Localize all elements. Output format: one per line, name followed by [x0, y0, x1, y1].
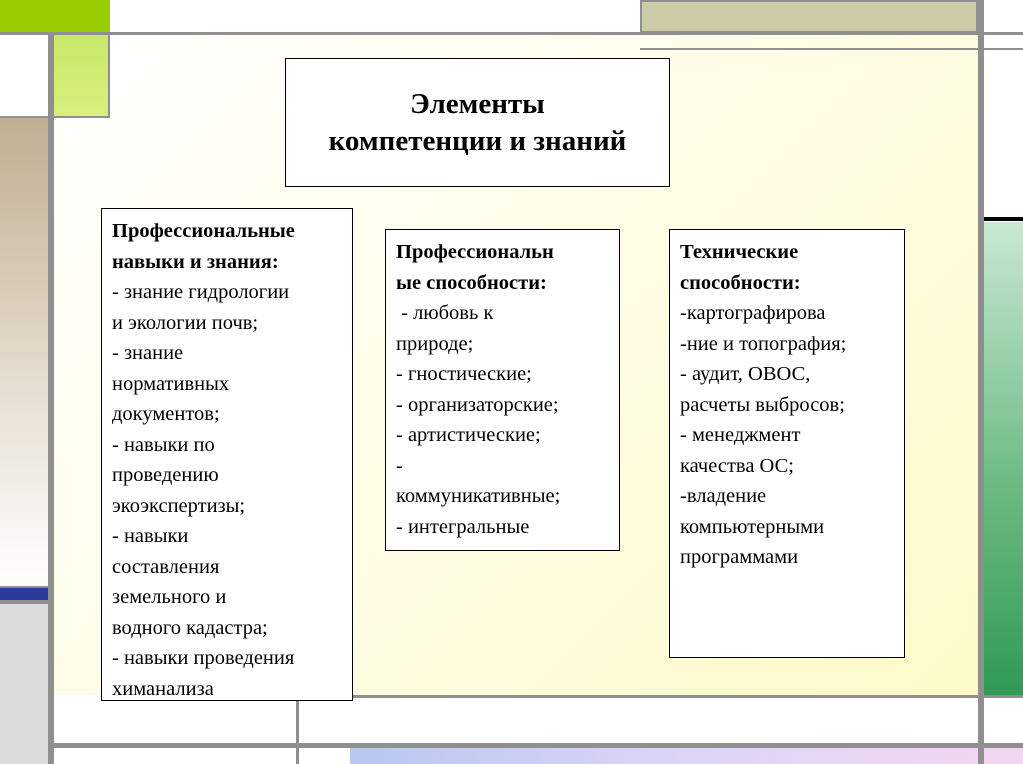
- left-grey-block: [0, 604, 48, 764]
- list-item: -владение: [680, 485, 767, 507]
- right-green-block: [984, 222, 1023, 696]
- frame-line-top-right: [640, 48, 1023, 50]
- list-item: - навыки: [112, 525, 189, 547]
- list-item: качества ОС;: [680, 454, 794, 477]
- frame-line-left-mid: [0, 586, 48, 588]
- box-heading-line: Профессиональн: [396, 241, 554, 263]
- list-item: - артистические;: [396, 424, 541, 446]
- list-item: составления: [112, 555, 220, 578]
- frame-line-right: [978, 0, 984, 764]
- list-item: документов;: [112, 403, 220, 425]
- tan-top-block: [640, 0, 978, 33]
- left-taupe-block: [0, 118, 48, 586]
- diagram-title-box: [285, 58, 670, 187]
- list-item: экоэкспертизы;: [112, 494, 246, 517]
- box-heading-line: ые способности:: [396, 271, 547, 294]
- list-item: компьютерными: [680, 515, 825, 538]
- list-item: - интегральные: [396, 515, 530, 538]
- frame-line-left-lower: [0, 600, 48, 604]
- title-line-1: Элементы: [410, 87, 545, 120]
- box-heading-line: Профессиональные: [112, 220, 295, 242]
- list-item: земельного и: [112, 586, 227, 608]
- frame-line-left: [48, 32, 54, 764]
- technical-abilities-box: [669, 229, 905, 658]
- green-corner-block: [0, 0, 110, 32]
- list-item: проведению: [112, 464, 219, 486]
- list-item: - навыки по: [112, 433, 215, 456]
- list-item: и экологии почв;: [112, 311, 259, 334]
- professional-skills-box: [101, 208, 353, 701]
- frame-line-top: [0, 32, 1023, 35]
- professional-abilities-box: [385, 229, 620, 551]
- list-item: - знание гидрологии: [112, 281, 290, 303]
- box-heading-line: способности:: [680, 271, 801, 294]
- list-item: водного кадастра;: [112, 616, 268, 639]
- list-item: - знание: [112, 342, 184, 364]
- frame-line-left-upper: [0, 116, 48, 118]
- box-heading-line: навыки и знания:: [112, 250, 279, 273]
- list-item: -картографирова: [680, 302, 826, 324]
- bottom-gradient-bar: [350, 748, 1023, 764]
- list-item: - аудит, ОВОС,: [680, 363, 811, 385]
- list-item: - менеджмент: [680, 424, 801, 446]
- list-item: - организаторские;: [396, 393, 559, 416]
- list-item: программами: [680, 546, 799, 568]
- frame-line-bottom: [54, 743, 1023, 748]
- title-line-2: компетенции и знаний: [328, 124, 627, 157]
- list-item: -ние и топография;: [680, 332, 847, 355]
- list-item: - любовь к: [396, 302, 494, 324]
- list-item: нормативных: [112, 372, 230, 395]
- list-item: - навыки проведения: [112, 647, 295, 669]
- list-item: коммуникативные;: [396, 485, 561, 507]
- left-blue-stripe: [0, 588, 48, 600]
- list-item: химанализа: [112, 677, 214, 700]
- list-item: природе;: [396, 332, 474, 355]
- frame-line-bottom-vertical: [296, 695, 299, 764]
- frame-line-bottom-upper: [296, 695, 1023, 698]
- lime-square-block: [54, 35, 110, 118]
- box-heading-line: Технические: [680, 241, 799, 263]
- list-item: расчеты выбросов;: [680, 393, 845, 416]
- list-item: -: [396, 454, 403, 477]
- list-item: - гностические;: [396, 363, 532, 385]
- right-black-stripe: [984, 217, 1023, 221]
